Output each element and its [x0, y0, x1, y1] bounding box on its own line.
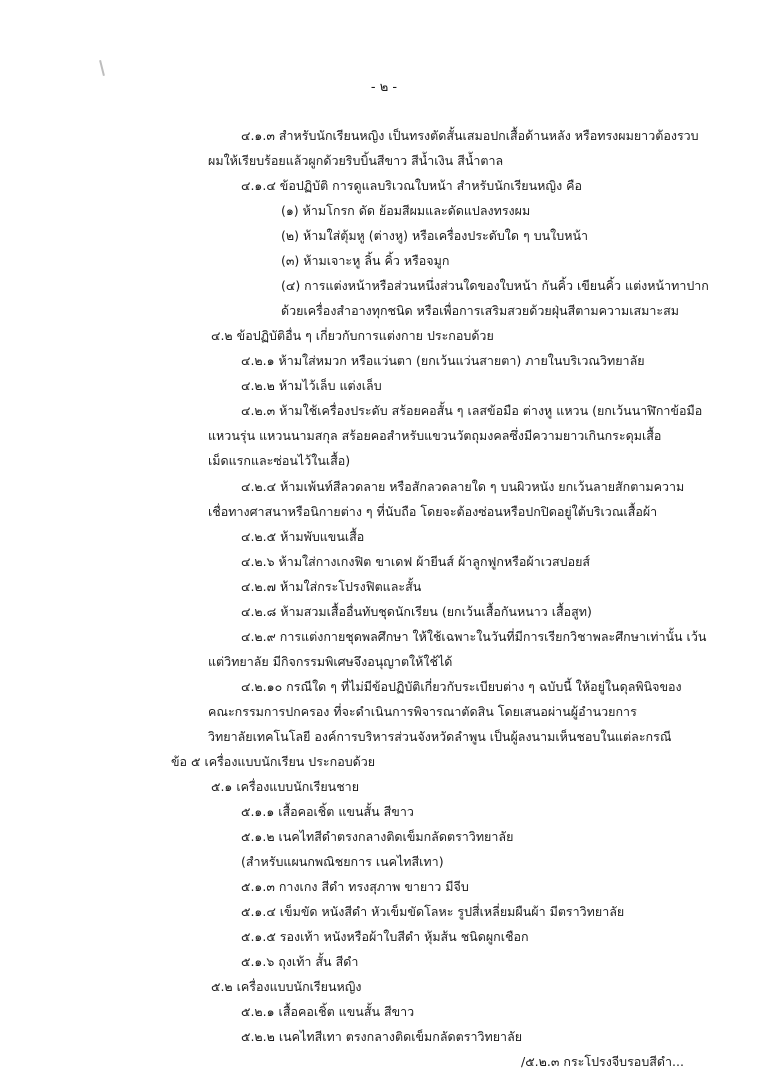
- text-line: ๕.๑.๑ เสื้อคอเชิ้ต แขนสั้น สีขาว: [241, 804, 414, 819]
- text-line: ๕.๒.๑ เสื้อคอเชิ้ต แขนสั้น สีขาว: [241, 1004, 415, 1019]
- text-line: ๔.๒.๕ ห้ามพับแขนเสื้อ: [241, 529, 365, 544]
- text-line: ๔.๑.๓ สำหรับนักเรียนหญิง เป็นทรงตัดสั้นเสมอปกเสื้อด้านหลัง หรือทรงผมยาวต้องรวบ: [241, 128, 699, 143]
- text-line: ๕.๑ เครื่องแบบนักเรียนชาย: [211, 779, 360, 794]
- text-line: ๔.๒.๒ ห้ามไว้เล็บ แต่งเล็บ: [241, 378, 382, 393]
- text-line: ๕.๒ เครื่องแบบนักเรียนหญิง: [211, 979, 362, 994]
- scan-mark: [99, 60, 105, 76]
- text-line: (๑) ห้ามโกรก ดัด ย้อมสีผมและดัดแปลงทรงผม: [281, 203, 531, 218]
- text-line: ๔.๒.๓ ห้ามใช้เครื่องประดับ สร้อยคอสั้น ๆ เลสข้อมือ ต่างหู แหวน (ยกเว้นนาฬิกาข้อมือ: [241, 403, 703, 418]
- text-line: ๔.๒ ข้อปฏิบัติอื่น ๆ เกี่ยวกับการแต่งกาย ประกอบด้วย: [211, 328, 494, 343]
- text-line: ๔.๒.๑ ห้ามใส่หมวก หรือแว่นตา (ยกเว้นแว่นสายตา) ภายในบริเวณวิทยาลัย: [241, 353, 645, 368]
- text-line: เม็ดแรกและซ่อนไว้ในเสื้อ): [208, 453, 351, 468]
- text-line: แต่วิทยาลัย มีกิจกรรมพิเศษจึงอนุญาตให้ใช้ได้: [208, 654, 453, 669]
- text-line: ๔.๒.๘ ห้ามสวมเสื้ออื่นทับชุดนักเรียน (ยกเว้นเสื้อกันหนาว เสื้อสูท): [241, 604, 592, 619]
- text-line: ๔.๑.๔ ข้อปฏิบัติ การดูแลบริเวณใบหน้า สำหรับนักเรียนหญิง คือ: [241, 178, 583, 193]
- text-line: ผมให้เรียบร้อยแล้วผูกด้วยริบบิ้นสีขาว สีน้ำเงิน สีน้ำตาล: [208, 153, 504, 168]
- continuation-text: /๕.๒.๓ กระโปรงจีบรอบสีดำ...: [521, 1054, 684, 1069]
- text-line: ๕.๑.๒ เนคไทสีดำตรงกลางติดเข็มกลัดตราวิทยาลัย: [241, 829, 514, 844]
- text-line: (๒) ห้ามใส่ตุ้มหู (ต่างหู) หรือเครื่องประดับใด ๆ บนใบหน้า: [281, 228, 589, 243]
- text-line: ๔.๒.๖ ห้ามใส่กางเกงฟิต ขาเดฟ ผ้ายีนส์ ผ้าลูกฟูกหรือผ้าเวสปอยส์: [241, 554, 591, 569]
- text-line: ๕.๑.๖ ถุงเท้า สั้น สีดำ: [241, 954, 359, 969]
- page-number: - ๒ -: [370, 80, 398, 95]
- text-line: (๔) การแต่งหน้าหรือส่วนหนึ่งส่วนใดของใบหน้า กันคิ้ว เขียนคิ้ว แต่งหน้าทาปาก: [281, 278, 709, 293]
- text-line: ข้อ ๕ เครื่องแบบนักเรียน ประกอบด้วย: [171, 754, 376, 769]
- text-line: ๕.๒.๒ เนคไทสีเทา ตรงกลางติดเข็มกลัดตราวิทยาลัย: [241, 1029, 523, 1044]
- text-line: ๔.๒.๔ ห้ามเพ้นท์สีลวดลาย หรือสักลวดลายใด ๆ บนผิวหนัง ยกเว้นลายสักตามความ: [241, 479, 685, 494]
- text-line: ด้วยเครื่องสำอางทุกชนิด หรือเพื่อการเสริมสวยด้วยฝุ่นสีตามความเสมาะสม: [281, 303, 679, 318]
- text-line: ๕.๑.๔ เข็มขัด หนังสีดำ หัวเข็มขัดโลหะ รูปสี่เหลี่ยมผืนผ้า มีตราวิทยาลัย: [241, 904, 625, 919]
- text-line: ๔.๒.๗ ห้ามใส่กระโปรงฟิตและสั้น: [241, 579, 422, 594]
- text-line: (สำหรับแผนกพณิชยการ เนคไทสีเทา): [241, 854, 444, 869]
- text-line: ๔.๒.๑๐ กรณีใด ๆ ที่ไม่มีข้อปฏิบัติเกี่ยวกับระเบียบต่าง ๆ ฉบับนี้ ให้อยู่ในดุลพินิจของ: [241, 679, 682, 694]
- text-line: คณะกรรมการปกครอง ที่จะดำเนินการพิจารณาตัดสิน โดยเสนอผ่านผู้อำนวยการ: [208, 704, 637, 719]
- text-line: วิทยาลัยเทคโนโลยี องค์การบริหารส่วนจังหวัดลำพูน เป็นผู้ลงนามเห็นชอบในแต่ละกรณี: [208, 729, 672, 744]
- text-line: ๕.๑.๕ รองเท้า หนังหรือผ้าใบสีดำ หุ้มส้น ชนิดผูกเชือก: [241, 929, 529, 944]
- text-line: เชื่อทางศาสนาหรือนิกายต่าง ๆ ที่นับถือ โดยจะต้องซ่อนหรือปกปิดอยู่ใต้บริเวณเสื้อผ้า: [208, 504, 658, 519]
- text-line: ๕.๑.๓ กางเกง สีดำ ทรงสุภาพ ขายาว มีจีบ: [241, 879, 469, 894]
- text-line: (๓) ห้ามเจาะหู ลิ้น คิ้ว หรือจมูก: [281, 253, 450, 268]
- text-line: ๔.๒.๙ การแต่งกายชุดพลศึกษา ให้ใช้เฉพาะในวันที่มีการเรียกวิชาพละศึกษาเท่านั้น เว้น: [241, 629, 707, 644]
- text-line: แหวนรุ่น แหวนนามสกุล สร้อยคอสำหรับแขวนวัตถุมงคลซึ่งมีความยาวเกินกระดุมเสื้อ: [208, 428, 662, 443]
